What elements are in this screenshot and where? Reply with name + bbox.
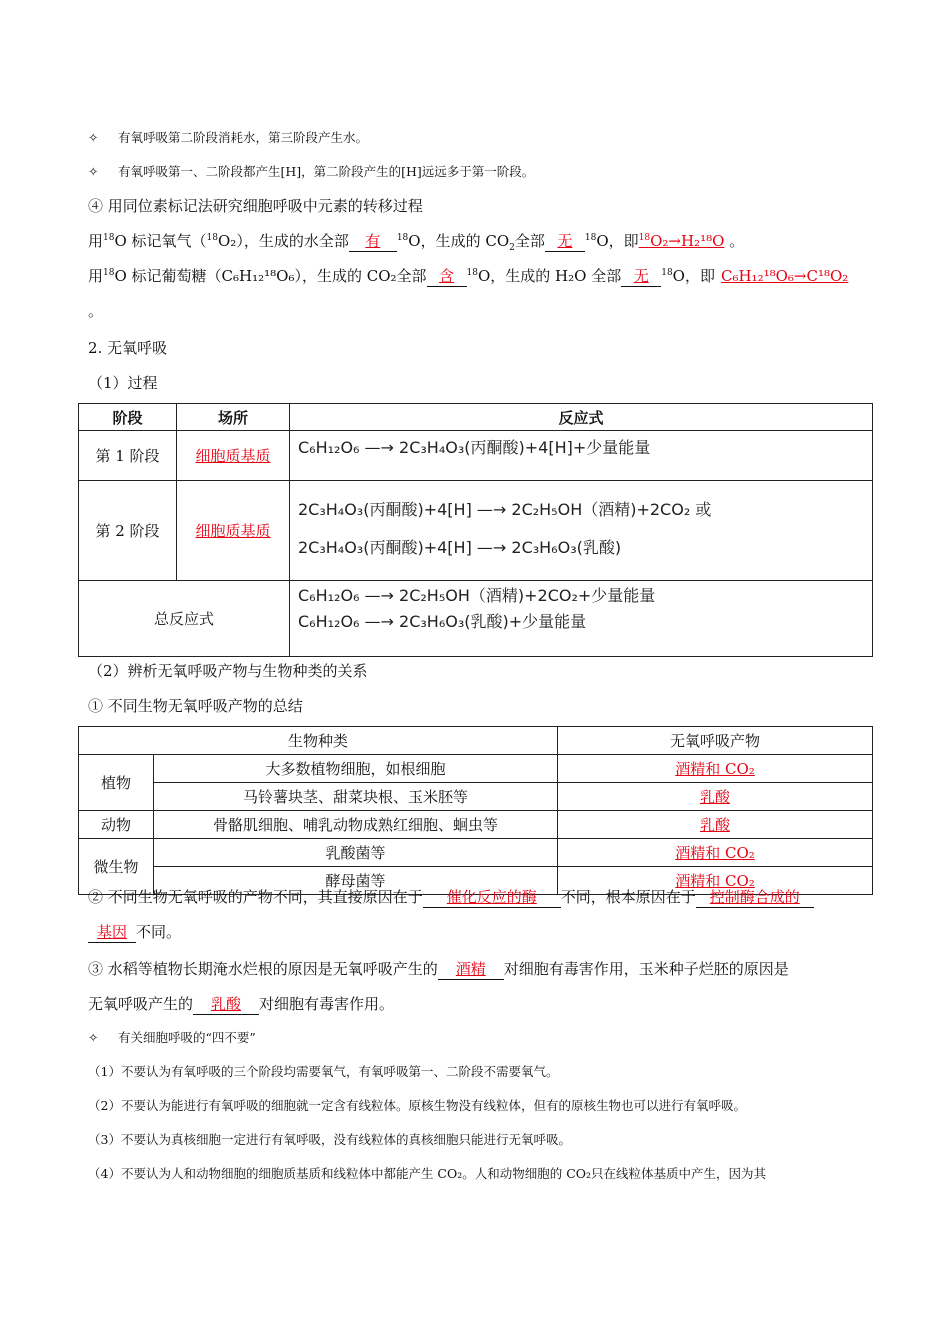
- isotope-heading: ④ 用同位素标记法研究细胞呼吸中元素的转移过程: [88, 197, 423, 215]
- isotope-line3: 。: [88, 302, 104, 320]
- process-heading: （1）过程: [88, 374, 158, 392]
- q3-line2: 无氧呼吸产生的 乳酸 对细胞有毒害作用。: [88, 995, 395, 1013]
- answer-blank: 含: [427, 265, 467, 287]
- dont-item: （4）不要认为人和动物细胞的细胞质基质和线粒体中都能产生 CO₂。人和动物细胞的 CO₂只在线粒体基质中产生，因为其: [88, 1166, 767, 1181]
- process-table: 阶段 场所 反应式 第 1 阶段 细胞质基质 C₆H₁₂O₆ —→ 2C₃H₄O₃(丙酮酸)+4[H]+少量能量 第 2 阶段 细胞质基质 2C₃H₄O₃(丙酮酸)+4[H] —→ 2C₂H₅OH（酒精)+2CO₂ 或 2C₃H₄O₃(丙酮酸)+4[H] —→ 2C₃H₆O₃(乳酸) 总反应式 C₆H₁₂O₆ —→ 2C₂H₅OH（酒精)+2CO₂+少量能量 C₆H₁₂O₆ —→ 2C₃H₆O₃(乳酸)+少量能量: [78, 403, 873, 657]
- microbe-cell: 微生物: [79, 839, 154, 895]
- stage1-cell: 第 1 阶段: [79, 431, 177, 481]
- relation-heading: （2）辨析无氧呼吸产物与生物种类的关系: [88, 662, 368, 680]
- section-heading: 2. 无氧呼吸: [88, 339, 168, 357]
- eq1: C₆H₁₂O₆ —→ 2C₃H₄O₃(丙酮酸)+4[H]+少量能量: [290, 431, 873, 481]
- bullet-icon: ✧: [88, 1030, 99, 1045]
- note-h: ✧ 有氧呼吸第一、二阶段都产生[H]，第二阶段产生的[H]远远多于第一阶段。: [88, 164, 535, 179]
- answer-blank: 有: [349, 230, 397, 252]
- plant-cell: 植物: [79, 755, 154, 811]
- isotope-line2: 用$^{18}$O 标记葡萄糖（C₆H₁₂¹⁸O₆），生成的 CO₂全部 含 $^{18}$O，生成的 H₂O 全部 无 $^{18}$O，即 C₆H₁₂¹⁸O₆→C¹⁸O₂: [88, 267, 849, 285]
- dont-item: （1）不要认为有氧呼吸的三个阶段均需要氧气，有氧呼吸第一、二阶段不需要氧气。: [88, 1064, 559, 1079]
- summary-heading: ① 不同生物无氧呼吸产物的总结: [88, 697, 303, 715]
- answer-blank: C₆H₁₂¹⁸O₆→C¹⁸O₂: [720, 267, 849, 285]
- four-donts-title: ✧ 有关细胞呼吸的“四不要”: [88, 1030, 256, 1045]
- eq2: 2C₃H₄O₃(丙酮酸)+4[H] —→ 2C₂H₅OH（酒精)+2CO₂ 或 2C₃H₄O₃(丙酮酸)+4[H] —→ 2C₃H₆O₃(乳酸): [290, 481, 873, 581]
- dont-item: （2）不要认为能进行有氧呼吸的细胞就一定含有线粒体。原核生物没有线粒体，但有的原核生物也可以进行有氧呼吸。: [88, 1098, 746, 1113]
- note-water: ✧ 有氧呼吸第二阶段消耗水，第三阶段产生水。: [88, 130, 369, 145]
- bullet-icon: ✧: [88, 164, 99, 179]
- answer-blank: 无: [621, 265, 661, 287]
- answer-blank: $^{18}$O₂→H₂¹⁸O: [638, 232, 725, 250]
- q3-line1: ③ 水稻等植物长期淹水烂根的原因是无氧呼吸产生的 酒精 对细胞有毒害作用，玉米种子烂胚的原因是: [88, 960, 789, 978]
- stage2-cell: 第 2 阶段: [79, 481, 177, 581]
- animal-cell: 动物: [79, 811, 154, 839]
- answer-blank: 无: [545, 230, 585, 252]
- isotope-line1: 用$^{18}$O 标记氧气（$^{18}$O₂），生成的水全部 有 $^{18}$O，生成的 $CO_2$全部 无 $^{18}$O，即$^{18}$O₂→H₂¹⁸O 。: [88, 232, 745, 253]
- place2-answer: 细胞质基质: [195, 522, 271, 540]
- q2-line1: ② 不同生物无氧呼吸的产物不同，其直接原因在于 催化反应的酶 不同，根本原因在于 控制酶合成的: [88, 886, 814, 908]
- product-table: 生物种类 无氧呼吸产物 植物 大多数植物细胞，如根细胞 酒精和 CO₂ 马铃薯块茎、甜菜块根、玉米胚等 乳酸 动物 骨骼肌细胞、哺乳动物成熟红细胞、蛔虫等 乳酸 微生物 乳酸菌等 酒精和 CO₂ 酵母菌等 酒精和 CO₂: [78, 726, 873, 895]
- dont-item: （3）不要认为真核细胞一定进行有氧呼吸，没有线粒体的真核细胞只能进行无氧呼吸。: [88, 1132, 571, 1147]
- place1-answer: 细胞质基质: [195, 447, 271, 465]
- eq3: C₆H₁₂O₆ —→ 2C₂H₅OH（酒精)+2CO₂+少量能量 C₆H₁₂O₆ —→ 2C₃H₆O₃(乳酸)+少量能量: [290, 581, 873, 657]
- bullet-icon: ✧: [88, 130, 99, 145]
- q2-line2: 基因 不同。: [88, 921, 181, 943]
- total-cell: 总反应式: [79, 581, 290, 657]
